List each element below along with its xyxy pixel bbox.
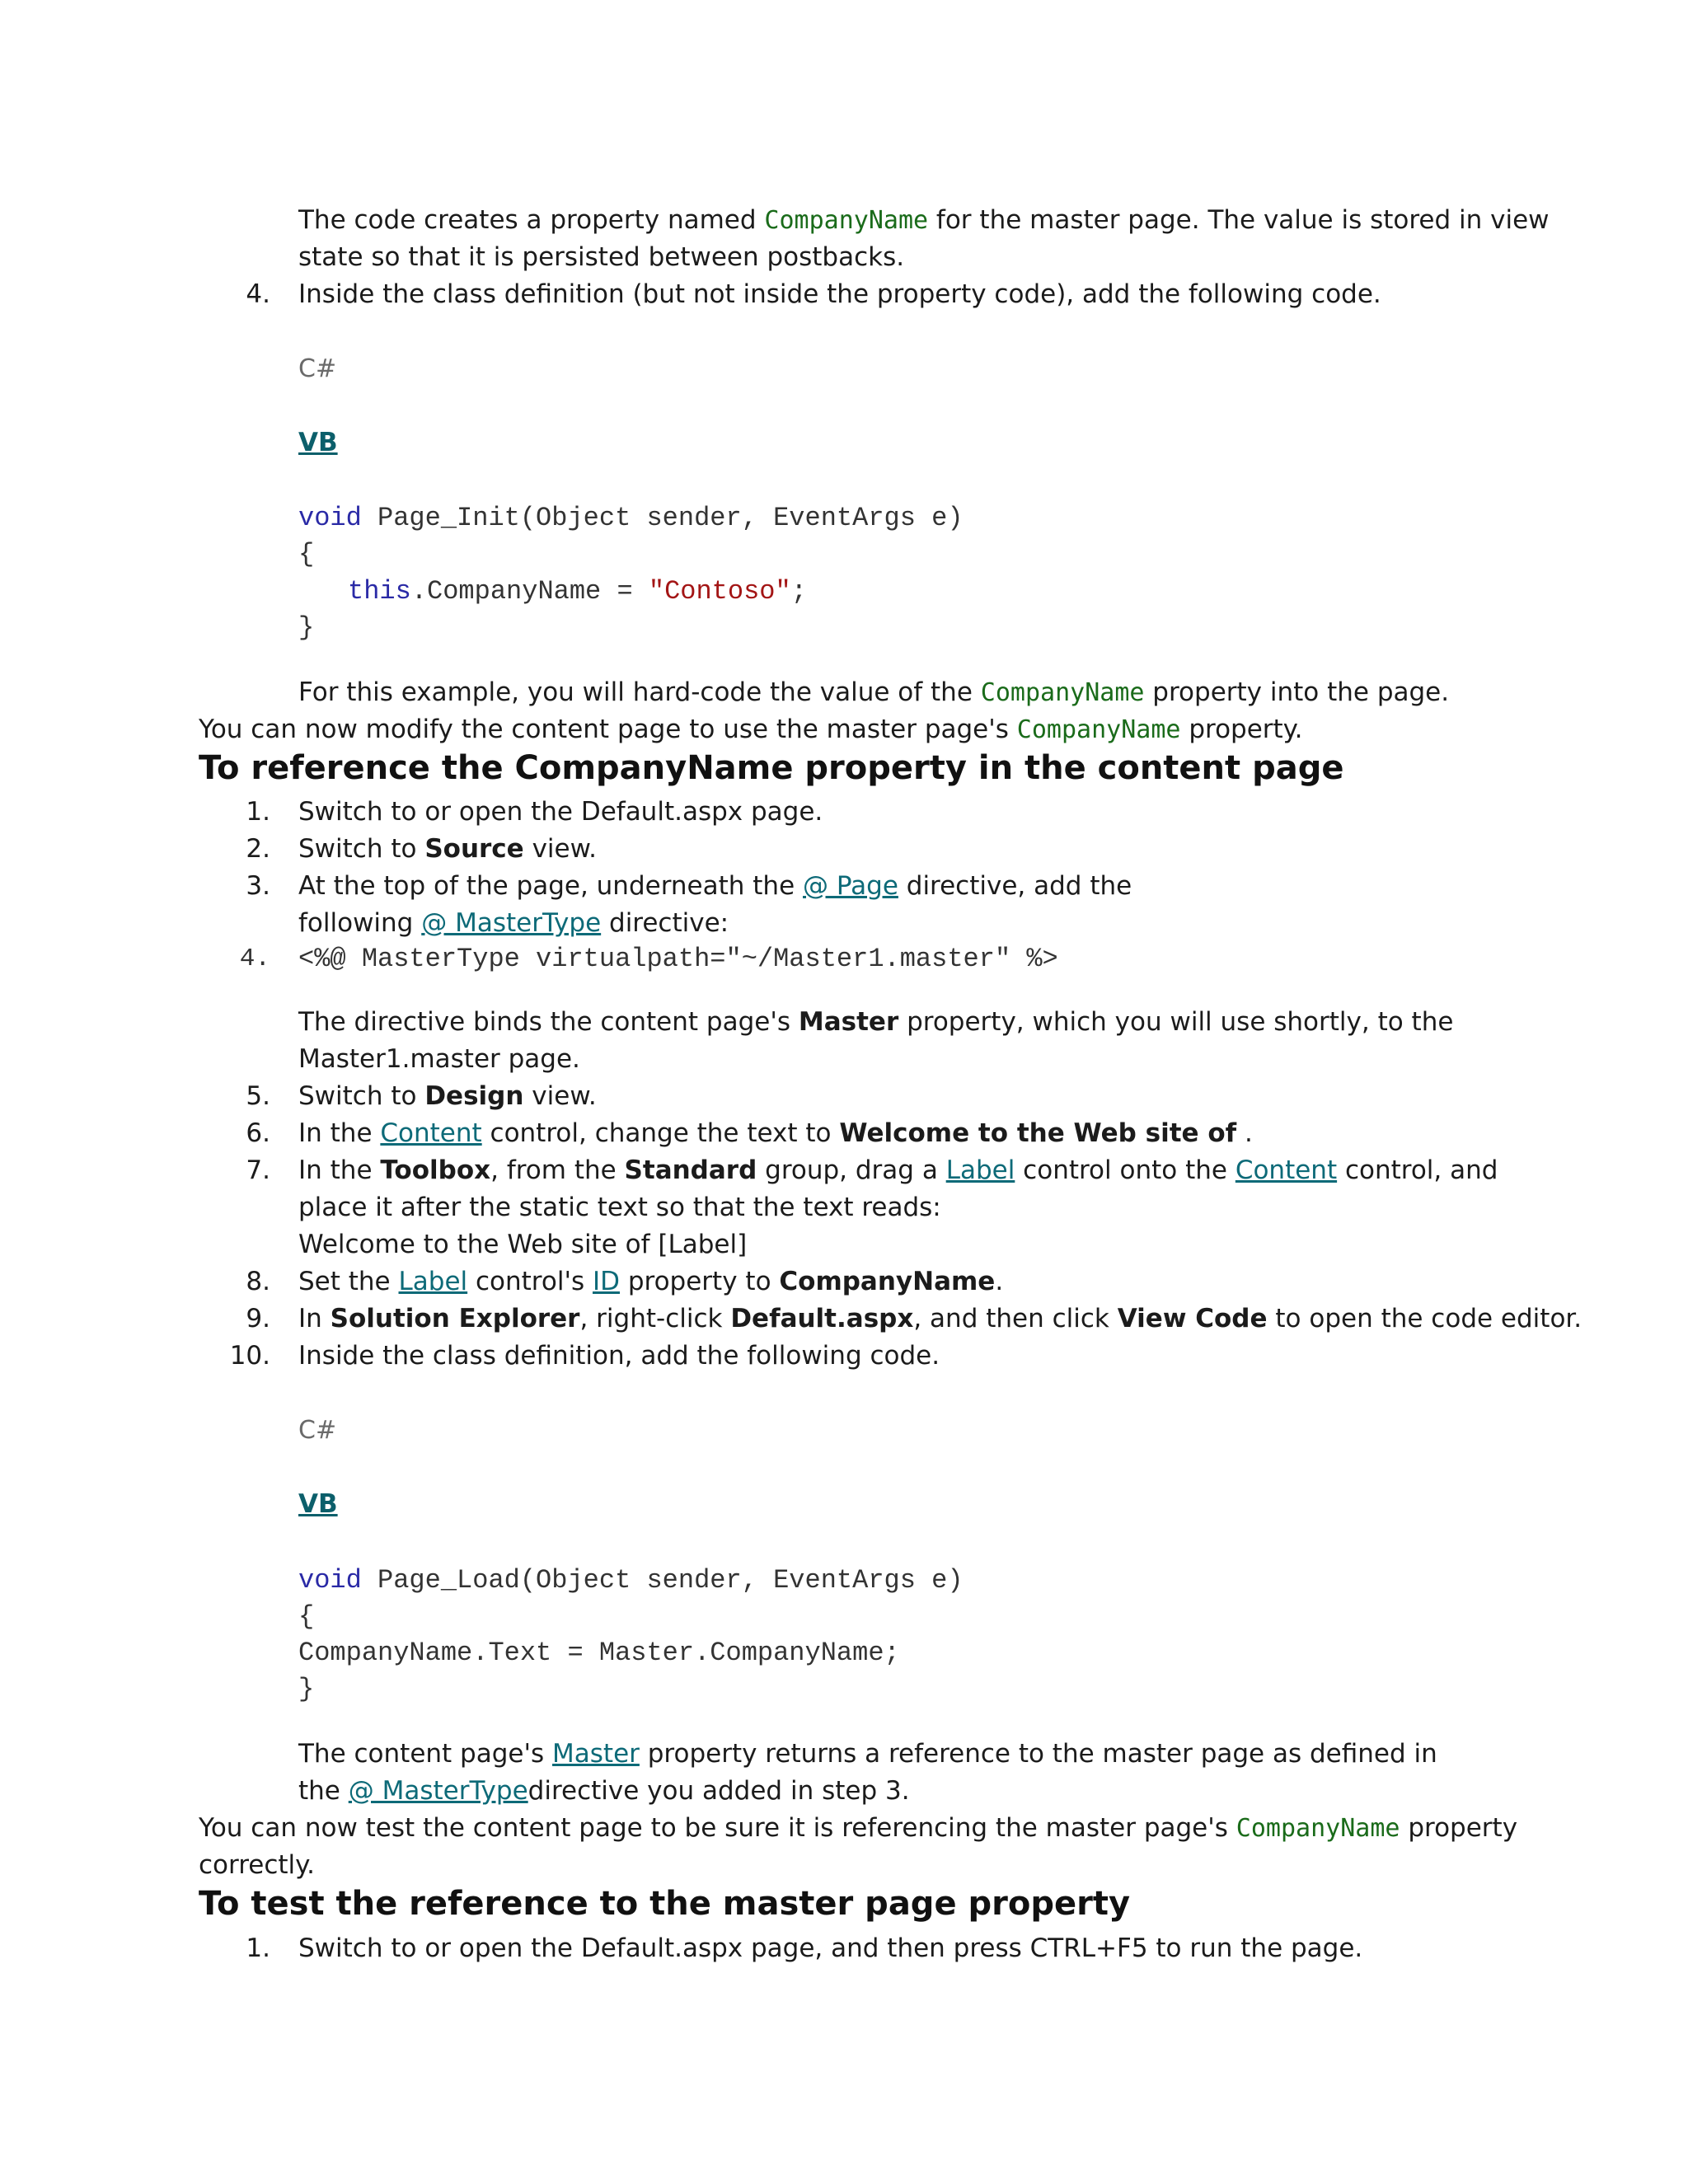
- page-directive-link[interactable]: @ Page: [803, 871, 898, 901]
- step-text: Set the Label control's ID property to CompanyName.: [298, 1267, 1004, 1296]
- step-text: At the top of the page, underneath the @ Page directive, add the: [298, 871, 1132, 901]
- list-number: 10.: [229, 1341, 270, 1371]
- id-link[interactable]: ID: [592, 1267, 620, 1296]
- list-number: 2.: [246, 834, 270, 864]
- mastertype-directive-link[interactable]: @ MasterType: [421, 908, 602, 938]
- list-number: 5.: [246, 1081, 270, 1111]
- label-link[interactable]: Label: [398, 1267, 468, 1296]
- step-text: In the Content control, change the text to Welcome to the Web site of .: [298, 1118, 1253, 1148]
- test-paragraph-line2: correctly.: [199, 1850, 315, 1880]
- list-number: 1.: [246, 797, 270, 827]
- master-paragraph-line1: The content page's Master property returns a reference to the master page as defined in: [298, 1739, 1437, 1769]
- step-text: Switch to Source view.: [298, 834, 597, 864]
- list-number: 4.: [239, 944, 270, 973]
- list-number: 1.: [246, 1933, 270, 1963]
- code-line: }: [298, 612, 315, 643]
- step-text: place it after the static text so that the text reads:: [298, 1193, 941, 1222]
- step-text: Switch to Design view.: [298, 1081, 597, 1111]
- step-text: In Solution Explorer, right-click Default.aspx, and then click View Code to open the code editor.: [298, 1304, 1582, 1333]
- content-link[interactable]: Content: [1235, 1155, 1338, 1185]
- list-number: 8.: [246, 1267, 270, 1296]
- hardcode-paragraph: For this example, you will hard-code the value of the CompanyName property into the page.: [298, 677, 1450, 707]
- test-paragraph-line1: You can now test the content page to be sure it is referencing the master page's CompanyName property: [199, 1813, 1518, 1843]
- label-link[interactable]: Label: [945, 1155, 1015, 1185]
- intro-paragraph-line1: The code creates a property named CompanyName for the master page. The value is stored in view: [298, 205, 1550, 235]
- master-link[interactable]: Master: [552, 1739, 640, 1769]
- content-link[interactable]: Content: [380, 1118, 482, 1148]
- modify-paragraph: You can now modify the content page to use the master page's CompanyName property.: [199, 715, 1303, 744]
- intro-paragraph-line2: state so that it is persisted between postbacks.: [298, 242, 905, 272]
- code-line: }: [298, 1674, 315, 1704]
- tab-csharp[interactable]: C#: [298, 1416, 337, 1445]
- code-line: this.CompanyName = "Contoso";: [348, 576, 807, 607]
- tab-csharp[interactable]: C#: [298, 354, 337, 383]
- code-line: CompanyName.Text = Master.CompanyName;: [298, 1638, 900, 1668]
- inline-code: CompanyName: [764, 206, 929, 235]
- tab-vb[interactable]: VB: [298, 1489, 338, 1519]
- section-heading: To reference the CompanyName property in the content page: [199, 749, 1344, 787]
- list-number: 7.: [246, 1155, 270, 1185]
- code-line: {: [298, 1601, 315, 1632]
- code-line: void Page_Load(Object sender, EventArgs e): [298, 1565, 964, 1596]
- list-number: 3.: [246, 871, 270, 901]
- directive-paragraph-line2: Master1.master page.: [298, 1044, 580, 1074]
- list-number: 6.: [246, 1118, 270, 1148]
- code-line: void Page_Init(Object sender, EventArgs e): [298, 503, 964, 533]
- step-text: Switch to or open the Default.aspx page.: [298, 797, 823, 827]
- step-text: Inside the class definition, add the following code.: [298, 1341, 940, 1371]
- step-text: In the Toolbox, from the Standard group, drag a Label control onto the Content control, and: [298, 1155, 1498, 1185]
- mastertype-directive-link[interactable]: @ MasterType: [348, 1776, 528, 1806]
- code-line: <%@ MasterType virtualpath="~/Master1.master" %>: [298, 944, 1058, 974]
- directive-paragraph-line1: The directive binds the content page's Master property, which you will use shortly, to the: [298, 1007, 1454, 1037]
- list-number: 9.: [246, 1304, 270, 1333]
- tab-vb[interactable]: VB: [298, 428, 338, 457]
- list-number: 4.: [246, 279, 270, 309]
- step-text: Switch to or open the Default.aspx page, and then press CTRL+F5 to run the page.: [298, 1933, 1363, 1963]
- step-text: following @ MasterType directive:: [298, 908, 729, 938]
- step-text: Welcome to the Web site of [Label]: [298, 1230, 748, 1259]
- step-text: Inside the class definition (but not inside the property code), add the following code.: [298, 279, 1381, 309]
- code-line: {: [298, 539, 315, 569]
- section-heading: To test the reference to the master page property: [199, 1885, 1131, 1923]
- master-paragraph-line2: the @ MasterTypedirective you added in step 3.: [298, 1776, 910, 1806]
